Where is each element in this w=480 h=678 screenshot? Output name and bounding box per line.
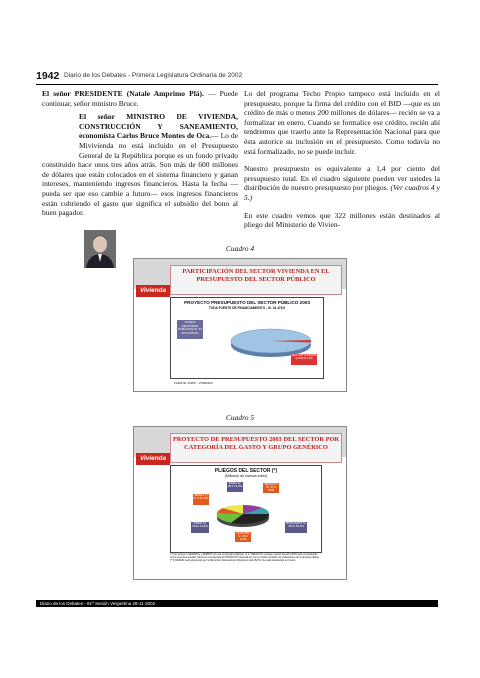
figure5-chart-title: PLIEGOS DEL SECTOR (*) (214, 468, 278, 474)
label-inade: INADE S/. 103,6 16,8% (191, 522, 209, 533)
minister-text: — Lo de Mivivienda no está incluido en el Presupuesto General de la República porque es un fondo privado constituido hace unos tres años atrás. Son más de 600 millones de dólares que están colocados en el sistema financiero y ganan intereses, manteniendo ingresos financieros. Hasta la fecha —pueda ser que eso cambie a futuro— esos ingresos financieros están cubriendo el gasto que significa el subsidio del bono al buen pagador. (42, 131, 238, 218)
figure5-note-1: (*) No incluye a SEDAPAL y MIMIVIT por ser empresas públicas, ni a "SENCICO, porque a partir del año 2003 está considerado como empresa estatal. Tampoco comprende al FONDO Mi Vivienda por ser un fondo privado con tratamiento de empresa pública. (170, 553, 320, 560)
see-figures-note: (Ver cuadros 4 y 5.) (244, 183, 440, 202)
paragraph-president (42, 89, 238, 108)
label-sencico: SENCICO S/. 57,3 9,5% (264, 482, 278, 493)
figure4-source: FUENTE: DNPP - VIVIENDA (174, 381, 213, 385)
figure4-chart-subtitle: TODA FUENTE DE FINANCIAMIENTO - S/. 44 476,9 (208, 306, 286, 310)
left-column (42, 89, 238, 218)
header-title: Diario de los Debates - Primera Legislatura Ordinaria de 2002 (64, 72, 243, 79)
presupuesto-text: Nuestro presupuesto es equivalente a 1,4 por ciento del presupuesto total. En el cuadro siguiente pueden ver ustedes la distribución de nuestro presupuesto por pliegos. (244, 164, 440, 193)
label-ministerio: MINISTERIO S/. 322,0 53,3% (285, 522, 307, 533)
figure5-notes (170, 553, 320, 563)
page-footer: Diario de los Debates - 81ª Sesión Vespertina 28-11-2002 (36, 600, 438, 607)
header-rule (36, 84, 438, 85)
president-text: — Puede continuar, señor ministro Bruce. (42, 89, 238, 108)
vivienda-logo: Vivienda (136, 453, 170, 465)
paragraph-techo-propio: Lo del programa Techo Propio tampoco está incluido en el presupuesto, porque la firma del crédito con el BID —que es un crédito de más o menos 200 millones de dólares— recién se va a formalizar en enero. Cuando se formalice ese crédito, recién ahí tendremos que traerlo ante la Representación Nacional para que ésta autorice su inclusión en el presupuesto. Como todavía no está formalizado, no se puede incluir. (244, 89, 440, 156)
figure4-chart-title: PROYECTO PRESUPUESTO DEL SECTOR PÚBLICO 2003 (184, 300, 310, 305)
vivienda-logo: Vivienda (136, 285, 170, 297)
speaker-minister: El señor MINISTRO DE VIVIENDA, CONSTRUCCIÓN Y SANEAMIENTO, economista Carlos Bruce Montes de Oca. (79, 112, 238, 141)
label-cofopri: COFOPRI S/. 20,4 3,4% (236, 531, 250, 542)
figure4-caption: Cuadro 4 (225, 244, 255, 253)
figure4 (133, 258, 347, 392)
label-sector-vivienda: SECTOR VIVIENDA S/.603,6 1,4% (291, 354, 317, 365)
label-sbavia: SBAVIA (*) S/. 6,8 1,1% (193, 494, 209, 505)
figure5-caption: Cuadro 5 (225, 413, 255, 422)
figure5-chart-subtitle: (Millones de nuevos soles) (224, 474, 268, 478)
figure5-chart (170, 465, 322, 553)
paragraph-cuadro: En este cuadro vemos que 322 millones están destinados al pliego del Ministerio de Vivien- (244, 210, 440, 230)
page-header (36, 70, 438, 84)
speaker-president: El señor PRESIDENTE (Natale Amprimo Plá). (42, 89, 204, 98)
label-otros-sectores: OTROS SECTORES PÚBLICOS S/. 43 873,3 98,6% (177, 320, 203, 339)
figure4-title: PARTICIPACIÓN DEL SECTOR VIVIENDA EN EL PRESUPUESTO DEL SECTOR PÚBLICO (170, 265, 342, 295)
figure5-title: PROYECTO DE PRESUPUESTO 2003 DEL SECTOR POR CATEGORÍA DEL GASTO Y GRUPO GENÉRICO (170, 433, 342, 463)
figure4-chart (170, 297, 324, 379)
page-number: 1942 (36, 70, 60, 82)
figure5 (133, 426, 347, 580)
paragraph-presupuesto (244, 164, 440, 202)
right-column (244, 89, 440, 230)
label-infes: INFES S/. 96,0 15,9% (227, 482, 243, 492)
figure5-note-2: (**) INADUR será absorvido por la Dirección Nacional de Urbanismo del MVCS. Se está tramitando su fusión. (170, 559, 296, 563)
paragraph-minister (42, 112, 238, 218)
